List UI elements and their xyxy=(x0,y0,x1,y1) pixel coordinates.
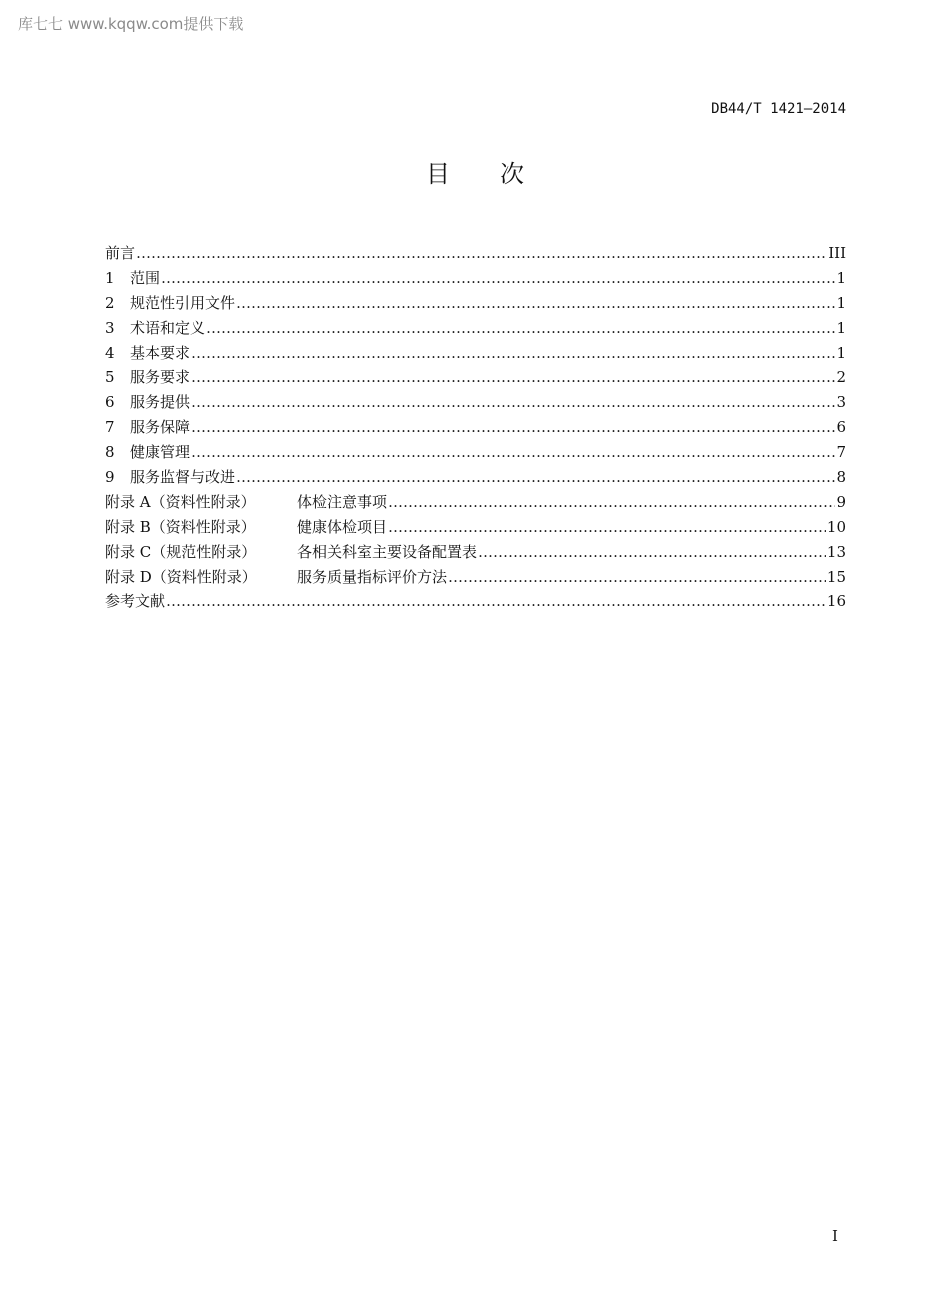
toc-entry[interactable] xyxy=(105,589,846,614)
toc-entry-title: 服务保障 xyxy=(130,418,191,437)
toc-dot-leader xyxy=(191,341,835,366)
toc-entry-page: 9 xyxy=(836,492,846,511)
toc-entry-number: 1 xyxy=(105,268,115,287)
toc-dot-leader xyxy=(388,490,835,515)
toc-entry[interactable] xyxy=(105,440,846,465)
toc-entry-number: 附录 D（资料性附录） xyxy=(105,567,257,586)
toc-entry-page: 13 xyxy=(826,542,846,561)
toc-entry-page: 2 xyxy=(836,368,846,387)
toc-entry[interactable] xyxy=(105,490,846,515)
toc-entry-title: 基本要求 xyxy=(130,343,191,362)
toc-entry-title: 术语和定义 xyxy=(130,318,206,337)
toc-entry-page: 6 xyxy=(836,418,846,437)
toc-entry-page: 16 xyxy=(826,592,846,611)
toc-entry[interactable] xyxy=(105,540,846,565)
toc-entry[interactable] xyxy=(105,390,846,415)
toc-entry-number: 附录 A（资料性附录） xyxy=(105,492,256,511)
toc-entry-page: 3 xyxy=(836,393,846,412)
toc-dot-leader xyxy=(236,291,835,316)
toc-dot-leader xyxy=(191,390,835,415)
toc-entry-title: 各相关科室主要设备配置表 xyxy=(297,542,478,561)
toc-dot-leader xyxy=(448,565,826,590)
toc-entry-title: 健康体检项目 xyxy=(297,517,388,536)
toc-entry-title: 健康管理 xyxy=(130,443,191,462)
toc-entry-page: 10 xyxy=(826,517,846,536)
toc-entry-page: 7 xyxy=(836,443,846,462)
toc-entry[interactable] xyxy=(105,291,846,316)
toc-entry-number: 5 xyxy=(105,368,115,387)
toc-dot-leader xyxy=(478,540,826,565)
toc-entry-number: 6 xyxy=(105,393,115,412)
standard-code: DB44/T 1421—2014 xyxy=(711,101,846,117)
toc-entry-title: 服务监督与改进 xyxy=(130,468,236,487)
toc-entry-number: 2 xyxy=(105,293,115,312)
toc-entry-page: 1 xyxy=(836,318,846,337)
toc-entry-number: 8 xyxy=(105,443,115,462)
toc-entry-title: 服务质量指标评价方法 xyxy=(297,567,448,586)
toc-entry-title: 规范性引用文件 xyxy=(130,293,236,312)
toc-entry-page: 8 xyxy=(836,468,846,487)
toc-dot-leader xyxy=(206,316,835,341)
toc-entry-number: 附录 C（规范性附录） xyxy=(105,542,257,561)
toc-dot-leader xyxy=(161,266,835,291)
toc-entry-number: 9 xyxy=(105,468,115,487)
table-of-contents xyxy=(105,241,846,614)
toc-entry[interactable] xyxy=(105,365,846,390)
toc-entry-title: 体检注意事项 xyxy=(297,492,388,511)
watermark-text: 库七七 www.kqqw.com提供下载 xyxy=(18,15,244,33)
toc-dot-leader xyxy=(191,415,835,440)
toc-entry-page: 1 xyxy=(836,293,846,312)
toc-dot-leader xyxy=(191,440,835,465)
toc-entry[interactable] xyxy=(105,415,846,440)
toc-dot-leader xyxy=(191,365,835,390)
toc-entry-number: 附录 B（资料性附录） xyxy=(105,517,256,536)
toc-entry-number: 3 xyxy=(105,318,115,337)
toc-entry[interactable] xyxy=(105,465,846,490)
toc-entry-number: 7 xyxy=(105,418,115,437)
toc-entry-title: 服务要求 xyxy=(130,368,191,387)
toc-entry-title: 范围 xyxy=(130,268,161,287)
toc-entry-number: 4 xyxy=(105,343,115,362)
toc-entry[interactable] xyxy=(105,341,846,366)
toc-dot-leader xyxy=(236,465,835,490)
page-number: I xyxy=(832,1227,838,1245)
toc-entry-title: 前言 xyxy=(105,244,136,262)
toc-entry-page: 15 xyxy=(826,567,846,586)
toc-entry[interactable] xyxy=(105,515,846,540)
toc-title: 目次 xyxy=(426,160,574,188)
toc-entry[interactable] xyxy=(105,266,846,291)
toc-entry-page: III xyxy=(828,244,846,262)
toc-entry-page: 1 xyxy=(836,268,846,287)
toc-dot-leader xyxy=(388,515,826,540)
toc-entry-title: 服务提供 xyxy=(130,393,191,412)
toc-dot-leader xyxy=(136,241,827,266)
toc-entry[interactable] xyxy=(105,241,846,266)
toc-dot-leader xyxy=(166,589,826,614)
toc-entry-title: 参考文献 xyxy=(105,592,166,611)
toc-entry[interactable] xyxy=(105,565,846,590)
toc-entry[interactable] xyxy=(105,316,846,341)
toc-entry-page: 1 xyxy=(836,343,846,362)
